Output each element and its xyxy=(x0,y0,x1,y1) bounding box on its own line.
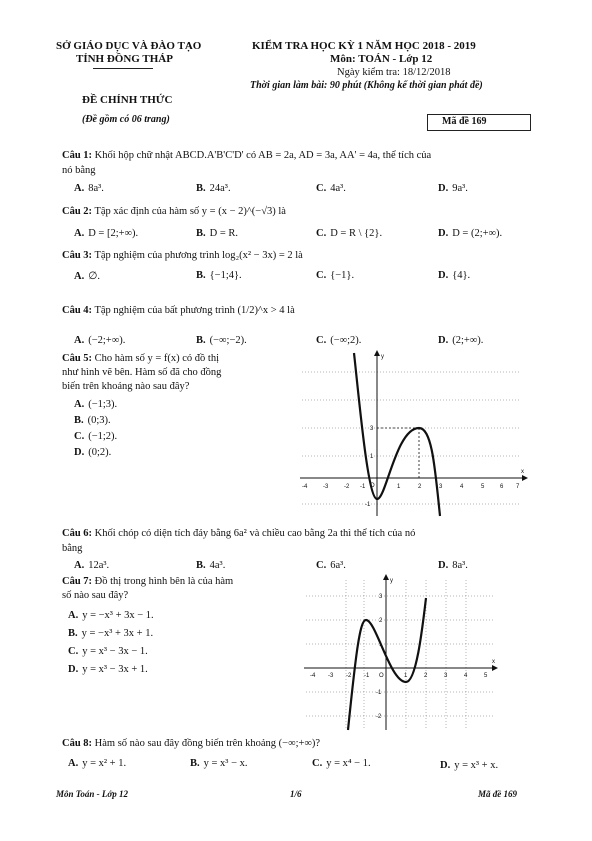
graph-2 xyxy=(300,572,500,732)
q5-option-a: A. (−1;3). xyxy=(74,399,118,410)
q3-option-c: C. {−1}. xyxy=(316,270,355,281)
q6-option-d: D. 8a³. xyxy=(438,560,468,571)
tick-label: 7 xyxy=(516,484,520,490)
q2-option-d: D. D = (2;+∞). xyxy=(438,228,503,239)
graph-1-y-label: y xyxy=(381,354,384,360)
tick-label: 5 xyxy=(484,673,488,679)
footer-page-number: 1/6 xyxy=(290,789,302,799)
question-5-line-2: như hình vẽ bên. Hàm số đã cho đồng xyxy=(62,367,222,378)
question-label: Câu 5: xyxy=(62,353,93,364)
question-text: Hàm số nào sau đây đồng biến trên khoảng (−∞;+∞)? xyxy=(94,738,321,749)
q6-option-a: A. 12a³. xyxy=(74,560,110,571)
tick-label: 2 xyxy=(418,484,422,490)
tick-label: -1 xyxy=(364,673,370,679)
graph-2-y-label: y xyxy=(390,578,393,584)
q1-option-b: B. 24a³. xyxy=(196,183,231,194)
tick-label: -2 xyxy=(344,484,350,490)
question-6 xyxy=(62,528,415,539)
tick-label: 4 xyxy=(460,484,464,490)
question-label: Câu 6: xyxy=(62,528,93,539)
question-7-line-2: số nào sau đây? xyxy=(62,590,129,601)
tick-label: 3 xyxy=(439,484,443,490)
question-1 xyxy=(62,150,431,161)
footer-subject: Môn Toán - Lớp 12 xyxy=(56,789,129,799)
graph-1-grid xyxy=(302,372,520,504)
question-8 xyxy=(62,738,320,749)
graph-2-y-arrow xyxy=(383,574,389,580)
exam-date: Ngày kiểm tra: 18/12/2018 xyxy=(337,67,451,78)
question-label: Câu 2: xyxy=(62,206,93,217)
graph-2-x-arrow xyxy=(492,665,498,671)
q7-option-b: B. y = −x³ + 3x + 1. xyxy=(68,628,154,639)
q4-option-b: B. (−∞;−2). xyxy=(196,335,247,346)
question-label: Câu 4: xyxy=(62,305,93,316)
q7-option-a: A. y = −x³ + 3x − 1. xyxy=(68,610,154,621)
tick-label: -4 xyxy=(310,673,316,679)
graph-2-grid xyxy=(306,580,494,728)
q3-option-d: D. {4}. xyxy=(438,270,471,281)
q4-option-c: C. (−∞;2). xyxy=(316,335,362,346)
graph-1 xyxy=(292,348,528,520)
q8-option-d: D. y = x³ + x. xyxy=(440,760,499,771)
official-label: ĐỀ CHÍNH THỨC xyxy=(82,94,173,106)
q6-option-c: C. 6a³. xyxy=(316,560,346,571)
q1-option-d: D. 9a³. xyxy=(438,183,468,194)
graph-1-curve xyxy=(354,353,440,516)
department-name: SỞ GIÁO DỤC VÀ ĐÀO TẠO xyxy=(56,40,202,52)
question-text: Đồ thị trong hình bên là của hàm xyxy=(94,576,234,587)
graph-1-x-arrow xyxy=(522,475,528,481)
tick-label: -2 xyxy=(376,714,382,720)
tick-label: -2 xyxy=(346,673,352,679)
q8-option-c: C. y = x⁴ − 1. xyxy=(312,758,371,769)
graph-2-curve xyxy=(348,598,426,730)
exam-subject: Môn: TOÁN - Lớp 12 xyxy=(330,53,433,65)
question-text: Tập nghiệm của phương trình log₂(x² − 3x) = 2 là xyxy=(94,250,303,261)
q2-option-a: A. D = [2;+∞). xyxy=(74,228,139,239)
tick-label: 3 xyxy=(379,594,383,600)
q1-option-c: C. 4a³. xyxy=(316,183,346,194)
tick-label: 6 xyxy=(500,484,504,490)
tick-label: -3 xyxy=(323,484,329,490)
exam-title: KIỂM TRA HỌC KỲ 1 NĂM HỌC 2018 - 2019 xyxy=(252,40,476,52)
tick-label: 4 xyxy=(464,673,468,679)
question-label: Câu 1: xyxy=(62,150,93,161)
question-text: Cho hàm số y = f(x) có đồ thị xyxy=(94,353,219,364)
graph-1-origin: O xyxy=(370,483,375,489)
tick-label: 2 xyxy=(379,618,383,624)
q8-option-b: B. y = x³ − x. xyxy=(190,758,248,769)
q7-option-c: C. y = x³ − 3x − 1. xyxy=(68,646,148,657)
pages-note: (Đề gồm có 06 trang) xyxy=(82,114,170,125)
q2-option-c: C. D = R \ {2}. xyxy=(316,228,383,239)
q5-option-b: B. (0;3). xyxy=(74,415,111,426)
q3-option-b: B. {−1;4}. xyxy=(196,270,242,281)
q4-option-d: D. (2;+∞). xyxy=(438,335,484,346)
tick-label: 1 xyxy=(379,642,383,648)
tick-label: -3 xyxy=(328,673,334,679)
q7-option-d: D. y = x³ − 3x + 1. xyxy=(68,664,148,675)
question-label: Câu 7: xyxy=(62,576,93,587)
tick-label: 3 xyxy=(444,673,448,679)
question-2 xyxy=(62,206,286,217)
tick-label: 5 xyxy=(481,484,485,490)
footer-exam-code: Mã đề 169 xyxy=(478,789,517,799)
question-5 xyxy=(62,353,219,364)
q5-option-c: C. (−1;2). xyxy=(74,431,118,442)
question-text: Tập xác định của hàm số y = (x − 2)^(−√3) là xyxy=(94,206,286,217)
q2-option-b: B. D = R. xyxy=(196,228,239,239)
question-label: Câu 3: xyxy=(62,250,93,261)
graph-1-x-label: x xyxy=(521,469,524,475)
tick-label: -4 xyxy=(302,484,308,490)
tick-label: 1 xyxy=(370,454,374,460)
question-7 xyxy=(62,576,233,587)
header-divider-left xyxy=(93,68,153,69)
question-3 xyxy=(62,250,303,261)
question-1-continuation: nó bằng xyxy=(62,165,96,176)
question-text: Khối chóp có diện tích đáy bằng 6a² và chiều cao bằng 2a thì thể tích của nó xyxy=(94,528,416,539)
tick-label: -1 xyxy=(376,690,382,696)
q8-option-a: A. y = x² + 1. xyxy=(68,758,127,769)
tick-label: 3 xyxy=(370,426,374,432)
question-5-line-3: biến trên khoảng nào sau đây? xyxy=(62,381,190,392)
q1-option-a: A. 8a³. xyxy=(74,183,104,194)
tick-label: -1 xyxy=(365,502,371,508)
graph-1-y-arrow xyxy=(374,350,380,356)
tick-label: 1 xyxy=(404,673,408,679)
tick-label: -1 xyxy=(360,484,366,490)
q4-option-a: A. (−2;+∞). xyxy=(74,335,126,346)
graph-2-origin: O xyxy=(379,673,384,679)
q6-option-b: B. 4a³. xyxy=(196,560,226,571)
graph-2-y-ticks xyxy=(376,594,383,720)
exam-duration: Thời gian làm bài: 90 phút (Không kể thời gian phát đề) xyxy=(250,80,483,91)
tick-label: 1 xyxy=(397,484,401,490)
tick-label: 2 xyxy=(424,673,428,679)
q3-option-a: A. ∅. xyxy=(74,271,100,282)
question-4 xyxy=(62,305,295,316)
exam-code-box: Mã đề 169 xyxy=(427,114,531,131)
graph-2-x-label: x xyxy=(492,659,495,665)
question-text: Tập nghiệm của bất phương trình (1/2)^x > 4 là xyxy=(94,305,295,316)
q5-option-d: D. (0;2). xyxy=(74,447,112,458)
question-text: Khối hộp chữ nhật ABCD.A'B'C'D' có AB = 2a, AD = 3a, AA' = 4a, thể tích của xyxy=(94,150,432,161)
province-name: TỈNH ĐỒNG THÁP xyxy=(76,53,173,65)
graph-1-x-ticks xyxy=(302,484,520,490)
question-6-continuation: bằng xyxy=(62,543,83,554)
question-label: Câu 8: xyxy=(62,738,93,749)
